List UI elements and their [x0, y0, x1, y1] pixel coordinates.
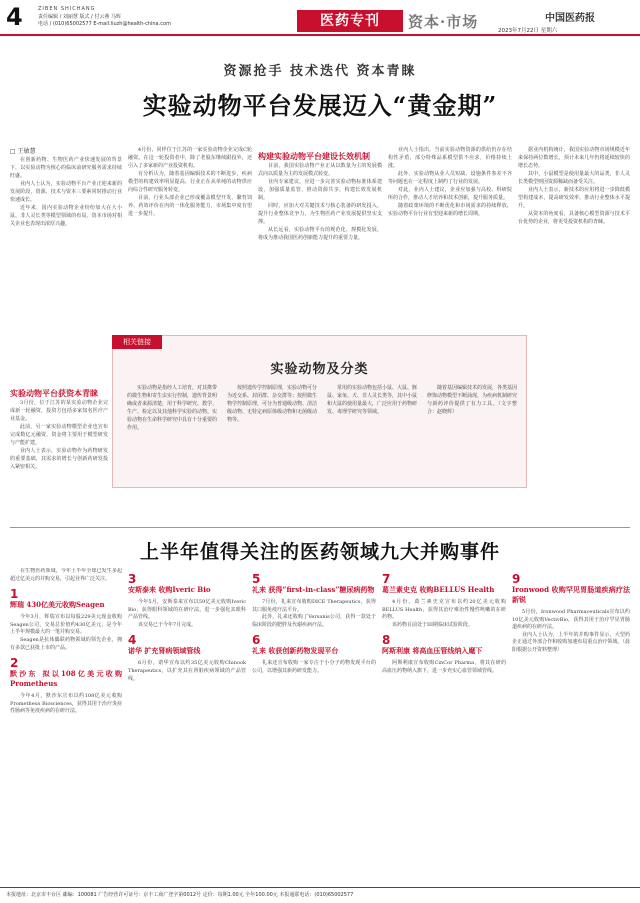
- paragraph: 今年3月，辉瑞宣布以每股229美元现金收购Seagen公司，交易总价值约430亿美元，是今年上半年规模最大的一笔并购交易。: [10, 614, 122, 636]
- deal-number: 1: [10, 587, 19, 602]
- deal-item: [10, 588, 122, 610]
- paragraph: 业内专家建议，应进一步完善实验动物标准体系建设，加强质量监管，推动资源共享，构建长效发展机制。: [258, 179, 382, 201]
- paragraph: 在生物医药领域，今年上半年全球已发生多起超过亿美元的并购交易，引起业界广泛关注。: [10, 568, 122, 582]
- section-sub: 资本·市场: [408, 13, 479, 31]
- subhead: 实验动物平台获资本青睐: [10, 388, 98, 398]
- paragraph: 此外，礼来还收购了Versanis公司，获得一款处于临床阶段的肥胖及代谢疾病疗法。: [252, 614, 376, 628]
- lower-headline: 上半年值得关注的医药领域九大并购事件: [139, 541, 500, 563]
- deal-number: 5: [252, 572, 261, 586]
- paragraph: 近年来，国内实验动物企业纷纷加大在大小鼠、非人灵长类等模型领域的布局，资本市场对相关企业也表现出浓厚兴趣。: [10, 205, 122, 227]
- paragraph: 此前，另一家实验动物模型企业也宣布完成数亿元融资，资金将主要用于模型研发与产能扩建。: [10, 424, 108, 446]
- deal-number: 2: [10, 656, 19, 671]
- deal-item: [128, 573, 246, 595]
- deal-title: 阿斯利康 将高血压管线纳入麾下: [382, 646, 483, 656]
- page-pinyin: ZIBEN SHICHANG: [38, 6, 96, 12]
- paragraph: 业内人士表示，实验动物作为药物研发的重要基础，其需求的增长与创新药研发投入紧密相关。: [10, 448, 108, 470]
- paragraph: 业内人士认为，上半年的并购事件显示，大型药企正通过外部合作和收购加速布局重点治疗领域。（晨阳根据公开资料整理）: [512, 631, 630, 653]
- deal-number: 6: [252, 633, 261, 648]
- deal-title: 安斯泰来 收购Iveric Bio: [128, 585, 211, 594]
- paragraph: 目前，我国实验动物产业正从以数量为主的发展模式向以质量为主的发展模式转变。: [258, 163, 382, 177]
- paragraph: 对此，业内人士建议，企业应加强与高校、科研院所的合作，推动人才培养和技术创新，提升服务质量。: [388, 187, 512, 201]
- lower-column-5: [512, 568, 630, 883]
- box-column: [427, 384, 517, 476]
- paragraph: 5月份，Ironwood Pharmaceuticals宣布以约10亿美元收购VectivBio，获得其用于治疗罕见胃肠道疾病的在研疗法。: [512, 609, 630, 631]
- deal-title: 礼来 收获创新药物发现平台: [252, 646, 339, 656]
- paragraph: 同时，应加大对关键技术与核心装备的研发投入，提升行业整体竞争力，为生物医药产业发展提供坚实支撑。: [258, 203, 382, 225]
- deal-number: 3: [128, 572, 137, 586]
- paragraph: 据业内机构统计，我国实验动物市场规模近年来保持两位数增长，预计未来几年仍将延续较快的增长态势。: [518, 147, 630, 169]
- paragraph: 按照遗传学控制原理，实验动物可分为近交系、封闭群、杂交群等；按照微生物学控制原理，可分为普通级动物、清洁级动物、无特定病原体级动物和无菌级动物等。: [227, 385, 317, 423]
- staff-line: 责任编辑 / 刘丽慧 版式 / 付云燕 马辉: [38, 14, 121, 20]
- paragraph: 业内人士认为，实验动物平台产业正迎来新的发展阶段，资源、技术与资本三要素同时推动行业快速成长。: [10, 181, 122, 203]
- staff-line: 电话 / (010)65002577 E-mail:liuzh@health-china.com: [38, 21, 171, 27]
- footer-text: 本报地址：北京市丰台区 邮编：100081 广告经营许可证号：京丰工商广登字第0012号 定价：每期1.00元 全年100.00元 本报通联电话：(010)65002577: [6, 892, 354, 898]
- lead-column-1b: [10, 383, 108, 523]
- deal-title: 葛兰素史克 收购BELLUS Health: [382, 585, 495, 594]
- lead-column-5: [518, 146, 630, 520]
- paragraph: 今年4月，默沙东宣布以约108亿美元收购Prometheus Biosciences，获得其用于治疗炎症性肠病等免疫疾病的在研疗法。: [10, 693, 122, 715]
- paragraph: 7月份，礼来宣布收购DICE Therapeutics，获得其口服免疫疗法平台。: [252, 599, 376, 613]
- page-number: 4: [6, 3, 23, 31]
- masthead-rule: [0, 34, 640, 36]
- paragraph: 该交易已于今年7月完成。: [138, 621, 197, 628]
- staff-info: [38, 14, 198, 28]
- paragraph: 从长远看，实验动物平台的规范化、规模化发展，将成为推动我国医药创新能力提升的重要力量。: [258, 227, 382, 241]
- related-info-box: [112, 335, 527, 488]
- paragraph: 随着政策环境的不断优化和市场需求的持续释放，实验动物平台行业有望迎来新的增长周期。: [388, 203, 512, 217]
- paragraph: 目前，行业头部企业已形成覆盖模型开发、繁育饲养、药效评价在内的一体化服务能力，市场集中度有望进一步提升。: [128, 195, 252, 217]
- paper-name: 中国医药报: [545, 13, 595, 24]
- paragraph: 该药物目前处于III期临床试验阶段。: [392, 621, 473, 628]
- paragraph: 4月份，同样位于江苏的一家实验动物企业完成C轮融资。在这一轮投资者中，除了老股东继续跟投外，还引入了多家新的产业投资机构。: [128, 147, 252, 169]
- deal-item: [512, 573, 630, 605]
- lead-column-2: [128, 146, 252, 332]
- lower-column-4: [382, 568, 506, 883]
- section-divider: [10, 527, 630, 528]
- lead-column-3: [258, 146, 382, 332]
- deal-number: 4: [128, 633, 137, 648]
- lower-column-3: [252, 568, 376, 883]
- paragraph: Seagen是抗体偶联药物领域的领先企业，拥有多款已获批上市的产品。: [10, 636, 122, 651]
- masthead: [0, 0, 640, 36]
- lead-kicker: 资源抢手 技术迭代 资本青睐: [223, 64, 417, 79]
- paragraph: 业内人士表示，新技术的应用将进一步降低模型构建成本，提高研发效率，推动行业整体水平提升。: [518, 187, 630, 209]
- deal-title: Ironwood 收购罕见胃肠道疾病疗法新锐: [512, 585, 630, 604]
- deal-title: 诺华 扩充肾病领域管线: [128, 646, 201, 656]
- paragraph: 在创新药物、生物医药产业快速发展的背景下，以实验动物为核心的临床前研究服务需求持续旺盛。: [10, 157, 122, 179]
- paragraph: 随着基因编辑技术的发展，各类基因修饰动物模型不断涌现，为疾病机制研究与新药评价提供了有力工具。（文字整合：赵晓辉）: [427, 385, 517, 415]
- lead-headline: 实验动物平台发展迈入“黄金期”: [142, 91, 498, 120]
- lower-column-1: [10, 568, 122, 883]
- paragraph: 其中，小鼠模型是使用量最大的品类，非人灵长类模型则因资源稀缺而备受关注。: [518, 171, 630, 185]
- deal-title: 辉瑞 430亿美元收购Seagen: [10, 600, 105, 610]
- deal-number: 9: [512, 572, 521, 586]
- lead-author: □ 王敏慧: [10, 148, 36, 155]
- deal-item: [382, 573, 506, 595]
- lower-column-2: [128, 568, 246, 883]
- box-tag: 相关链接: [112, 335, 162, 349]
- paragraph: 有分析认为，随着基因编辑技术的不断进步，疾病模型的构建效率明显提高，行业正在从单纯的动物供应向综合性研究服务转变。: [128, 171, 252, 193]
- paragraph: 此外，实验动物从业人员短缺、设施条件参差不齐等问题也在一定程度上制约了行业的发展。: [388, 171, 512, 185]
- box-column: [227, 384, 317, 476]
- paragraph: 4月份，葛兰素史克宣布以约20亿美元收购BELLUS Health，获得其治疗难治性慢性咳嗽的在研药物。: [382, 599, 506, 621]
- paragraph: 6月份，诺华宣布以约35亿美元收购Chinook Therapeutics，以扩充其在肾脏疾病领域的产品管线。: [128, 660, 246, 682]
- deal-number: 7: [382, 572, 391, 586]
- paragraph: 礼来还宣布收购一家专注于小分子药物发现平台的公司，以增强其新药研发能力。: [252, 660, 376, 674]
- issue-date: 2023年7月22日 星期六: [498, 28, 558, 34]
- box-title: 实验动物及分类: [270, 362, 369, 377]
- paragraph: 3月份，位于江苏的某实验动物企业完成新一轮融资，投资方包括多家知名医疗产业基金。: [10, 400, 108, 422]
- paragraph: 常用的实验动物包括小鼠、大鼠、豚鼠、家兔、犬、非人灵长类等，其中小鼠和大鼠的使用量最大，广泛应用于药物研发、毒理学研究等领域。: [327, 385, 417, 415]
- box-column: [327, 384, 417, 476]
- paragraph: 从资本的角度看，具备核心模型资源与技术平台优势的企业，将更受投资机构的青睐。: [518, 211, 630, 225]
- deal-number: 8: [382, 633, 391, 648]
- deal-item: [382, 634, 506, 656]
- lead-column-1: [10, 156, 122, 334]
- deal-item: [10, 657, 122, 689]
- paragraph: 今年5月，安斯泰来宣布以59亿美元收购Iveric Bio，获得眼科领域的在研疗法，进一步强化其眼科产品管线。: [128, 599, 246, 621]
- subhead: 构建实验动物平台建设长效机制: [258, 151, 370, 161]
- paragraph: 实验动物是指经人工培育，对其携带的微生物和寄生虫实行控制，遗传背景明确或者来源清楚，用于科学研究、教学、生产、检定以及其他科学实验的动物。实验动物在生命科学研究中具有十分重要的作用。: [127, 385, 217, 431]
- deal-title: 礼来 获得“first-in-class”糖尿病药物: [252, 585, 375, 594]
- deal-item: [252, 573, 376, 595]
- section-label: 医药专刊: [297, 10, 403, 32]
- lead-column-4: [388, 146, 512, 332]
- paragraph: 阿斯利康宣布收购CinCor Pharma，将其在研的高血压药物纳入旗下，进一步充实心血管领域管线。: [382, 660, 506, 674]
- deal-title: 默沙东 拟以108亿美元收购Prometheus: [10, 669, 122, 689]
- deal-item: [252, 634, 376, 656]
- deal-item: [128, 634, 246, 656]
- box-column: [127, 384, 217, 476]
- page-footer: [0, 887, 640, 903]
- paragraph: 业内人士指出，当前实验动物资源的供给仍存在结构性矛盾，部分特殊品系模型供不应求，价格持续上涨。: [388, 147, 512, 169]
